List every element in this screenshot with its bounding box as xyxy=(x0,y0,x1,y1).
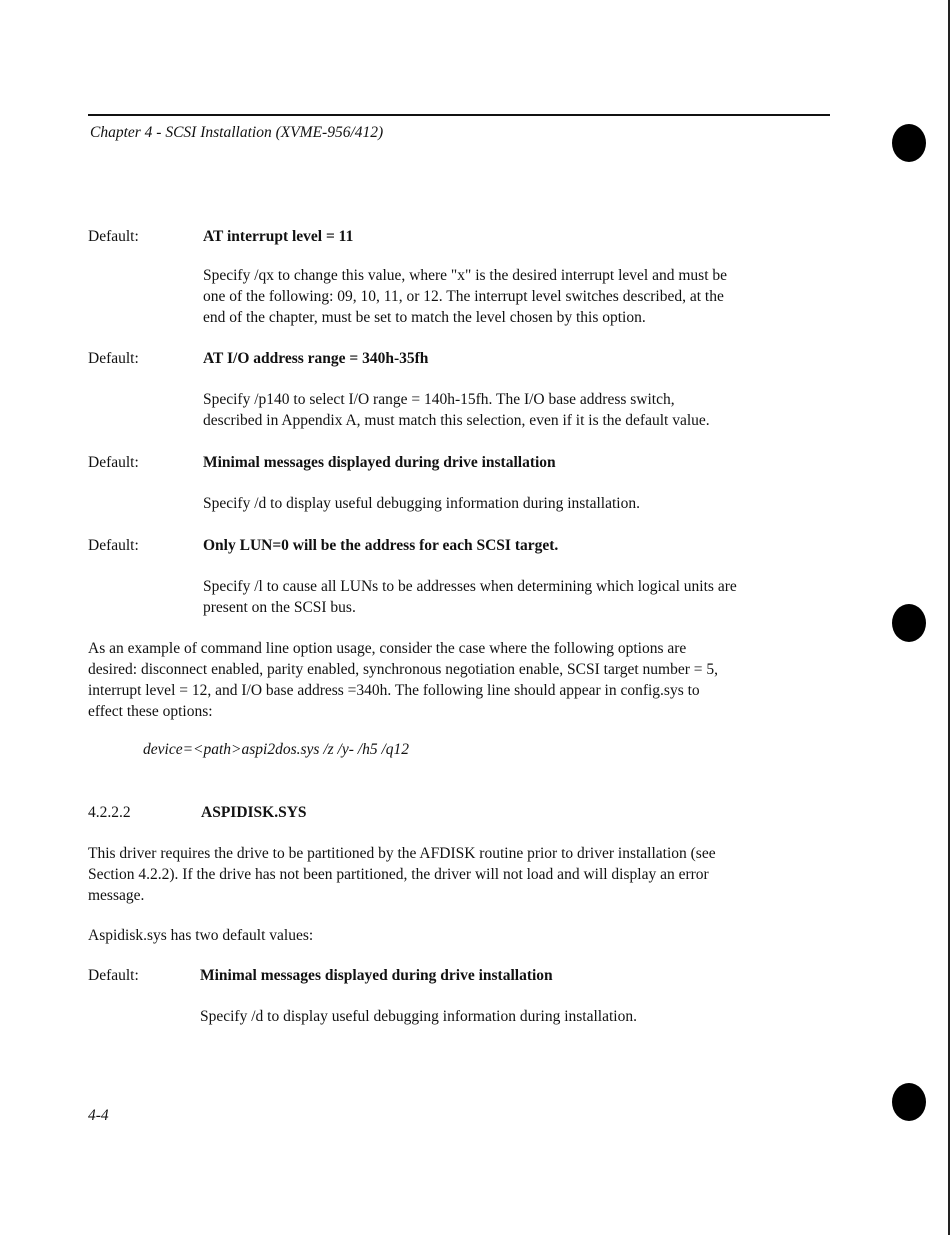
binder-hole-bottom xyxy=(892,1083,926,1121)
default-heading-minimal-messages: Minimal messages displayed during drive installation xyxy=(203,454,556,471)
default-heading-lun: Only LUN=0 will be the address for each SCSI target. xyxy=(203,537,559,554)
chapter-header: Chapter 4 - SCSI Installation (XVME-956/412) xyxy=(90,124,384,141)
paragraph-line: desired: disconnect enabled, parity enabled, synchronous negotiation enable, SCSI target number = 5, xyxy=(88,661,719,678)
section-paragraph xyxy=(88,843,823,906)
body-line: one of the following: 09, 10, 11, or 12. The interrupt level switches described, at the xyxy=(203,288,724,305)
default-heading-interrupt-level: AT interrupt level = 11 xyxy=(203,228,354,245)
default-label-1: Default: xyxy=(88,228,139,245)
paragraph-line: message. xyxy=(88,887,145,904)
default-label-2: Default: xyxy=(88,350,139,367)
body-line: Specify /d to display useful debugging information during installation. xyxy=(203,495,640,512)
default-body-lun xyxy=(203,576,823,618)
default-label-4: Default: xyxy=(88,537,139,554)
binder-hole-top xyxy=(892,124,926,162)
body-line: end of the chapter, must be set to match the level chosen by this option. xyxy=(203,309,646,326)
default-body-interrupt-level xyxy=(203,265,823,328)
body-line: described in Appendix A, must match this selection, even if it is the default value. xyxy=(203,412,710,429)
binder-hole-middle xyxy=(892,604,926,642)
example-paragraph xyxy=(88,638,823,722)
default-body-io-range xyxy=(203,389,823,431)
body-line: Specify /p140 to select I/O range = 140h-15fh. The I/O base address switch, xyxy=(203,391,675,408)
paragraph-line: As an example of command line option usage, consider the case where the following options are xyxy=(88,640,687,657)
default-body-aspidisk-messages: Specify /d to display useful debugging information during installation. xyxy=(200,1008,637,1025)
page-number: 4-4 xyxy=(88,1107,109,1124)
paragraph-line: This driver requires the drive to be partitioned by the AFDISK routine prior to driver installation (see xyxy=(88,845,716,862)
default-heading-io-range: AT I/O address range = 340h-35fh xyxy=(203,350,429,367)
body-line: Specify /qx to change this value, where "x" is the desired interrupt level and must be xyxy=(203,267,728,284)
section-intro: Aspidisk.sys has two default values: xyxy=(88,927,314,944)
body-line: present on the SCSI bus. xyxy=(203,599,356,616)
section-number: 4.2.2.2 xyxy=(88,804,131,821)
section-title: ASPIDISK.SYS xyxy=(201,804,307,821)
paragraph-line: Section 4.2.2). If the drive has not been partitioned, the driver will not load and will display an error xyxy=(88,866,709,883)
example-command-line: device=<path>aspi2dos.sys /z /y- /h5 /q12 xyxy=(143,741,409,758)
header-rule xyxy=(88,114,830,116)
body-line: Specify /l to cause all LUNs to be addresses when determining which logical units are xyxy=(203,578,737,595)
default-label-5: Default: xyxy=(88,967,139,984)
paragraph-line: effect these options: xyxy=(88,703,213,720)
default-label-3: Default: xyxy=(88,454,139,471)
default-heading-aspidisk-messages: Minimal messages displayed during drive installation xyxy=(200,967,553,984)
default-body-minimal-messages xyxy=(203,493,823,514)
paragraph-line: interrupt level = 12, and I/O base address =340h. The following line should appear in config.sys to xyxy=(88,682,700,699)
